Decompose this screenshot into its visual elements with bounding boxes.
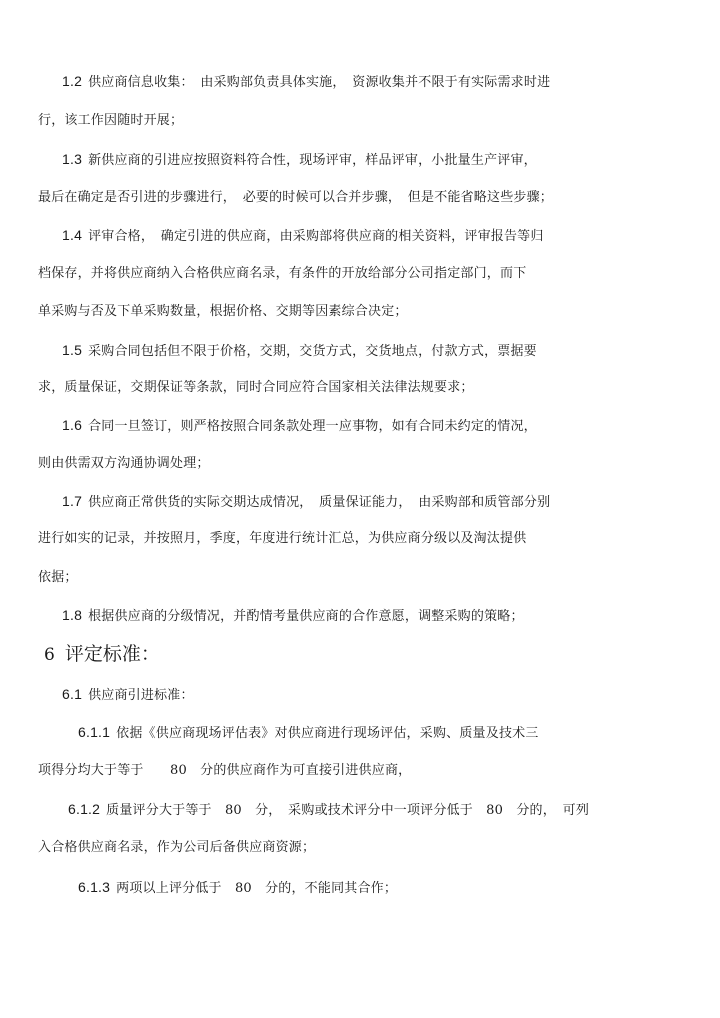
section-heading [44,642,160,667]
item-number: 1.2 [62,73,83,89]
subitem-text: 两项以上评分低于 80 分的，不能同其合作； [116,881,398,896]
item-number: 1.4 [62,227,83,243]
item-text: 新供应商的引进应按照资料符合性，现场评审，样品评审，小批量生产评审， [88,153,537,168]
subitem-text: 入合格供应商名录，作为公司后备供应商资源； [38,840,316,855]
item-1-5-line-2 [38,379,474,397]
subitem-6-1-2-line-1 [68,800,589,820]
item-1-7-line-1 [62,492,550,512]
item-text: 单采购与否及下单采购数量，根据价格、交期等因素综合决定； [38,304,408,319]
item-text: 根据供应商的分级情况，并酌情考量供应商的合作意愿，调整采购的策略； [88,609,524,624]
subitem-6-1-3-line-1 [78,878,397,898]
item-text: 求，质量保证，交期保证等条款，同时合同应符合国家相关法律法规要求； [38,380,474,395]
item-1-2-line-1 [62,72,550,92]
item-text: 最后在确定是否引进的步骤进行， 必要的时候可以合并步骤， 但是不能省略这些步骤； [38,190,554,205]
item-1-3-line-1 [62,150,537,170]
item-number: 1.5 [62,342,83,358]
subitem-6-1-1-line-1 [78,723,539,743]
item-text: 进行如实的记录，并按照月，季度，年度进行统计汇总，为供应商分级以及淘汰提供 [38,531,527,546]
subitem-number: 6.1.2 [68,801,101,817]
item-number: 1.3 [62,151,83,167]
subsection-heading [62,685,194,705]
item-text: 供应商信息收集： 由采购部负责具体实施， 资源收集并不限于有实际需求时进 [88,75,551,90]
subitem-text: 依据《供应商现场评估表》对供应商进行现场评估，采购、质量及技术三 [116,726,539,741]
subitem-6-1-1-line-2 [38,762,411,780]
subitem-number: 6.1.1 [78,724,111,740]
item-1-7-line-2 [38,530,526,548]
subitem-number: 6.1.3 [78,879,111,895]
section-number: 6 [44,645,55,665]
item-text: 档保存，并将供应商纳入合格供应商名录，有条件的开放给部分公司指定部门，而下 [38,266,527,281]
subsection-number: 6.1 [62,686,83,702]
item-text: 则由供需双方沟通协调处理； [38,456,210,471]
subitem-text: 质量评分大于等于 80 分， 采购或技术评分中一项评分低于 80 分的， 可列 [106,803,590,818]
item-number: 1.8 [62,607,83,623]
section-title: 评定标准： [64,643,160,665]
item-1-4-line-3 [38,303,408,321]
item-1-2-line-2 [38,112,183,130]
item-text: 依据； [38,570,78,585]
item-1-7-line-3 [38,569,78,587]
item-text: 采购合同包括但不限于价格，交期，交货方式，交货地点，付款方式，票据要 [88,344,537,359]
subsection-title: 供应商引进标准： [88,688,194,703]
item-number: 1.7 [62,493,83,509]
subitem-text: 项得分均大于等于 80 分的供应商作为可直接引进供应商， [38,763,412,778]
item-1-4-line-2 [38,265,526,283]
subitem-6-1-2-line-2 [38,839,315,857]
item-1-4-line-1 [62,226,544,246]
item-number: 1.6 [62,417,83,433]
item-1-6-line-2 [38,455,210,473]
item-1-5-line-1 [62,341,537,361]
item-1-8-line-1 [62,606,524,626]
item-1-6-line-1 [62,416,537,436]
item-text: 评审合格， 确定引进的供应商，由采购部将供应商的相关资料，评审报告等归 [88,229,544,244]
item-text: 供应商正常供货的实际交期达成情况， 质量保证能力， 由采购部和质管部分别 [88,495,551,510]
item-text: 行，该工作因随时开展； [38,113,184,128]
item-1-3-line-2 [38,189,553,207]
item-text: 合同一旦签订，则严格按照合同条款处理一应事物，如有合同未约定的情况， [88,419,537,434]
